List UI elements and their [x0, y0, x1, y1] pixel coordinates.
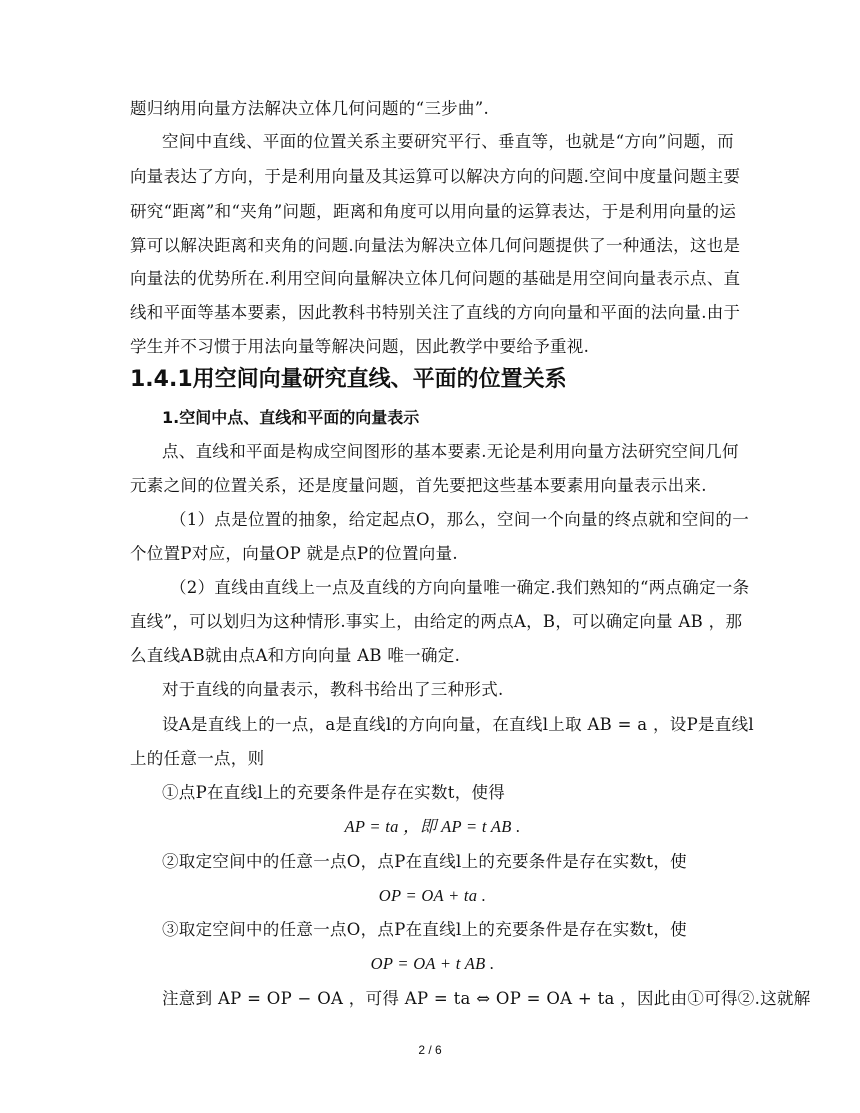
equation: AP = ta ，即 AP = t AB .	[344, 817, 521, 836]
paragraph-line: 空间中直线、平面的位置关系主要研究平行、垂直等，也就是“方向”问题，而	[162, 132, 734, 151]
paragraph-line: ①点P在直线l上的充要条件是存在实数t，使得	[162, 783, 506, 802]
paragraph-line: 向量表达了方向，于是利用向量及其运算可以解决方向的问题.空间中度量问题主要	[130, 167, 741, 186]
section-heading: 1.4.1用空间向量研究直线、平面的位置关系	[130, 367, 567, 392]
paragraph-line: 注意到 AP = OP − OA ，可得 AP = ta ⇔ OP = OA + ta ，因此由①可得②.这就解	[162, 989, 811, 1008]
paragraph-line: 元素之间的位置关系，还是度量问题，首先要把这些基本要素用向量表示出来.	[130, 476, 707, 495]
paragraph-line: ③取定空间中的任意一点O，点P在直线l上的充要条件是存在实数t，使	[162, 920, 687, 939]
equation: OP = OA + ta .	[378, 886, 487, 905]
paragraph-line: 么直线AB就由点A和方向向量 AB 唯一确定.	[130, 646, 461, 665]
paragraph-line: 学生并不习惯于用法向量等解决问题，因此教学中要给予重视.	[130, 337, 590, 356]
subsection-heading: 1.空间中点、直线和平面的向量表示	[162, 408, 420, 427]
paragraph-line: 题归纳用向量方法解决立体几何问题的“三步曲”.	[130, 99, 490, 118]
paragraph-line: 向量法的优势所在.利用空间向量解决立体几何问题的基础是用空间向量表示点、直	[130, 269, 741, 288]
paragraph-line: 个位置P对应，向量OP 就是点P的位置向量.	[130, 544, 458, 563]
paragraph-line: 点、直线和平面是构成空间图形的基本要素.无论是利用向量方法研究空间几何	[162, 442, 739, 461]
paragraph-line: （1）点是位置的抽象，给定起点O，那么，空间一个向量的终点就和空间的一	[170, 510, 750, 529]
paragraph-line: 直线”，可以划归为这种情形.事实上，由给定的两点A，B，可以确定向量 AB ，那	[130, 612, 743, 631]
paragraph-line: 算可以解决距离和夹角的问题.向量法为解决立体几何问题提供了一种通法，这也是	[130, 236, 741, 255]
paragraph-line: 上的任意一点，则	[130, 749, 265, 768]
paragraph-line: 线和平面等基本要素，因此教科书特别关注了直线的方向向量和平面的法向量.由于	[130, 303, 741, 322]
equation: OP = OA + t AB .	[370, 954, 495, 973]
paragraph-line: 设A是直线上的一点，a是直线l的方向向量，在直线l上取 AB = a ，设P是直线l	[162, 715, 754, 734]
page-number: 2 / 6	[418, 1043, 442, 1057]
paragraph-line: ②取定空间中的任意一点O，点P在直线l上的充要条件是存在实数t，使	[162, 852, 687, 871]
paragraph-line: 研究“距离”和“夹角”问题，距离和角度可以用向量的运算表达，于是利用向量的运	[130, 202, 737, 221]
paragraph-line: （2）直线由直线上一点及直线的方向向量唯一确定.我们熟知的“两点确定一条	[170, 578, 750, 597]
paragraph-line: 对于直线的向量表示，教科书给出了三种形式.	[162, 680, 504, 699]
